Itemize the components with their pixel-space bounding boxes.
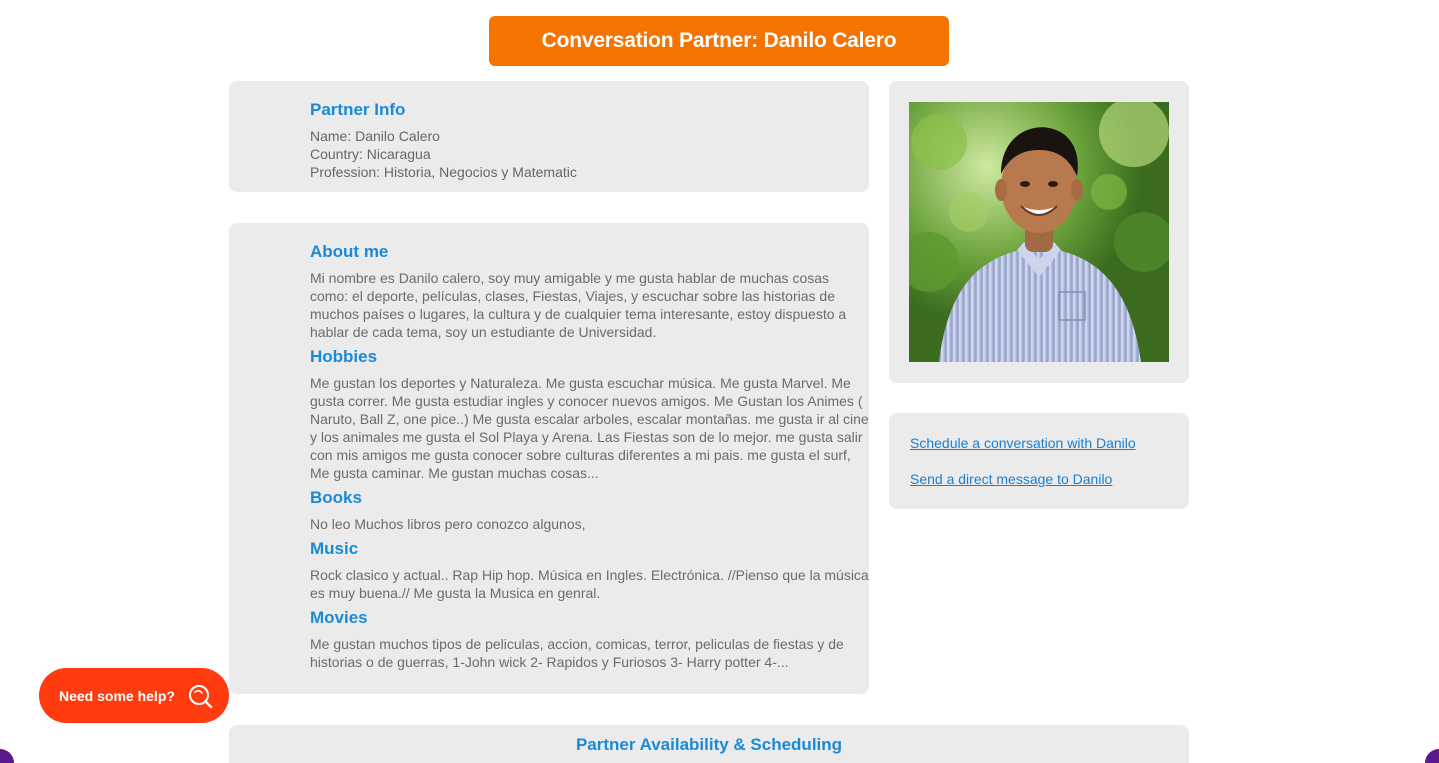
corner-accent-right: [1425, 749, 1439, 763]
page-title: [489, 16, 949, 66]
partner-country: Country: Nicaragua: [310, 146, 431, 162]
help-button-label: Need some help?: [59, 687, 175, 704]
hobbies-heading: Hobbies: [310, 347, 378, 366]
scheduling-card: [229, 725, 1189, 763]
partner-photo-image: [909, 102, 1169, 362]
hobbies-text: Me gustan los deportes y Naturaleza. Me gusta escuchar música. Me gusta Marvel. Me gusta correr. Me gusta estudiar ingles y conocer nuevos amigos. Me Gustan los Animes ( Naruto, Ball Z, one pice..) Me gusta escalar arboles, escalar montañas. me gusta ir al cine y los animales me gusta el Sol Playa y Arena. Las Fiestas son de lo mejor. me gusta salir con mis amigos me gusta conocer sobre culturas diferentes a mi pais. me gusta el surf, Me gusta caminar. Me gustan muchas cosas...: [310, 375, 869, 481]
partner-info-content: [310, 101, 869, 181]
partner-info-card: [229, 81, 869, 192]
partner-info-heading: Partner Info: [310, 100, 406, 119]
help-button[interactable]: [39, 668, 229, 723]
movies-heading: Movies: [310, 608, 368, 627]
about-content: [310, 243, 869, 678]
photo-card: [889, 81, 1189, 383]
partner-name: Name: Danilo Calero: [310, 128, 440, 144]
music-heading: Music: [310, 539, 359, 558]
actions-card: [889, 413, 1189, 509]
music-text: Rock clasico y actual.. Rap Hip hop. Música en Ingles. Electrónica. //Pienso que la música es muy buena.// Me gusta la Musica en genral.: [310, 567, 869, 601]
about-text: Mi nombre es Danilo calero, soy muy amigable y me gusta hablar de muchas cosas como: el deporte, películas, clases, Fiestas, Viajes, y escuchar sobre las historias de muchos países o lugares, la cultura y de cualquier tema interesante, estoy dispuesto a hablar de cada tema, soy un estudiante de Universidad.: [310, 270, 847, 340]
send-message-link[interactable]: Send a direct message to Danilo: [910, 471, 1113, 487]
about-heading: About me: [310, 242, 389, 261]
page-title-text: Conversation Partner: Danilo Calero: [541, 29, 897, 52]
schedule-conversation-link[interactable]: Schedule a conversation with Danilo: [910, 435, 1136, 451]
search-chat-icon: [187, 683, 213, 709]
partner-photo: [909, 102, 1169, 362]
books-text: No leo Muchos libros pero conozco algunos,: [310, 516, 586, 532]
corner-accent-left: [0, 749, 14, 763]
books-heading: Books: [310, 488, 362, 507]
partner-profession: Profession: Historia, Negocios y Matematic: [310, 164, 577, 180]
about-card: [229, 223, 869, 694]
scheduling-heading: Partner Availability & Scheduling: [575, 735, 843, 754]
movies-text: Me gustan muchos tipos de peliculas, accion, comicas, terror, peliculas de fiestas y de historias o de guerras, 1-John wick 2- Rapidos y Furiosos 3- Harry potter 4-...: [310, 636, 844, 670]
